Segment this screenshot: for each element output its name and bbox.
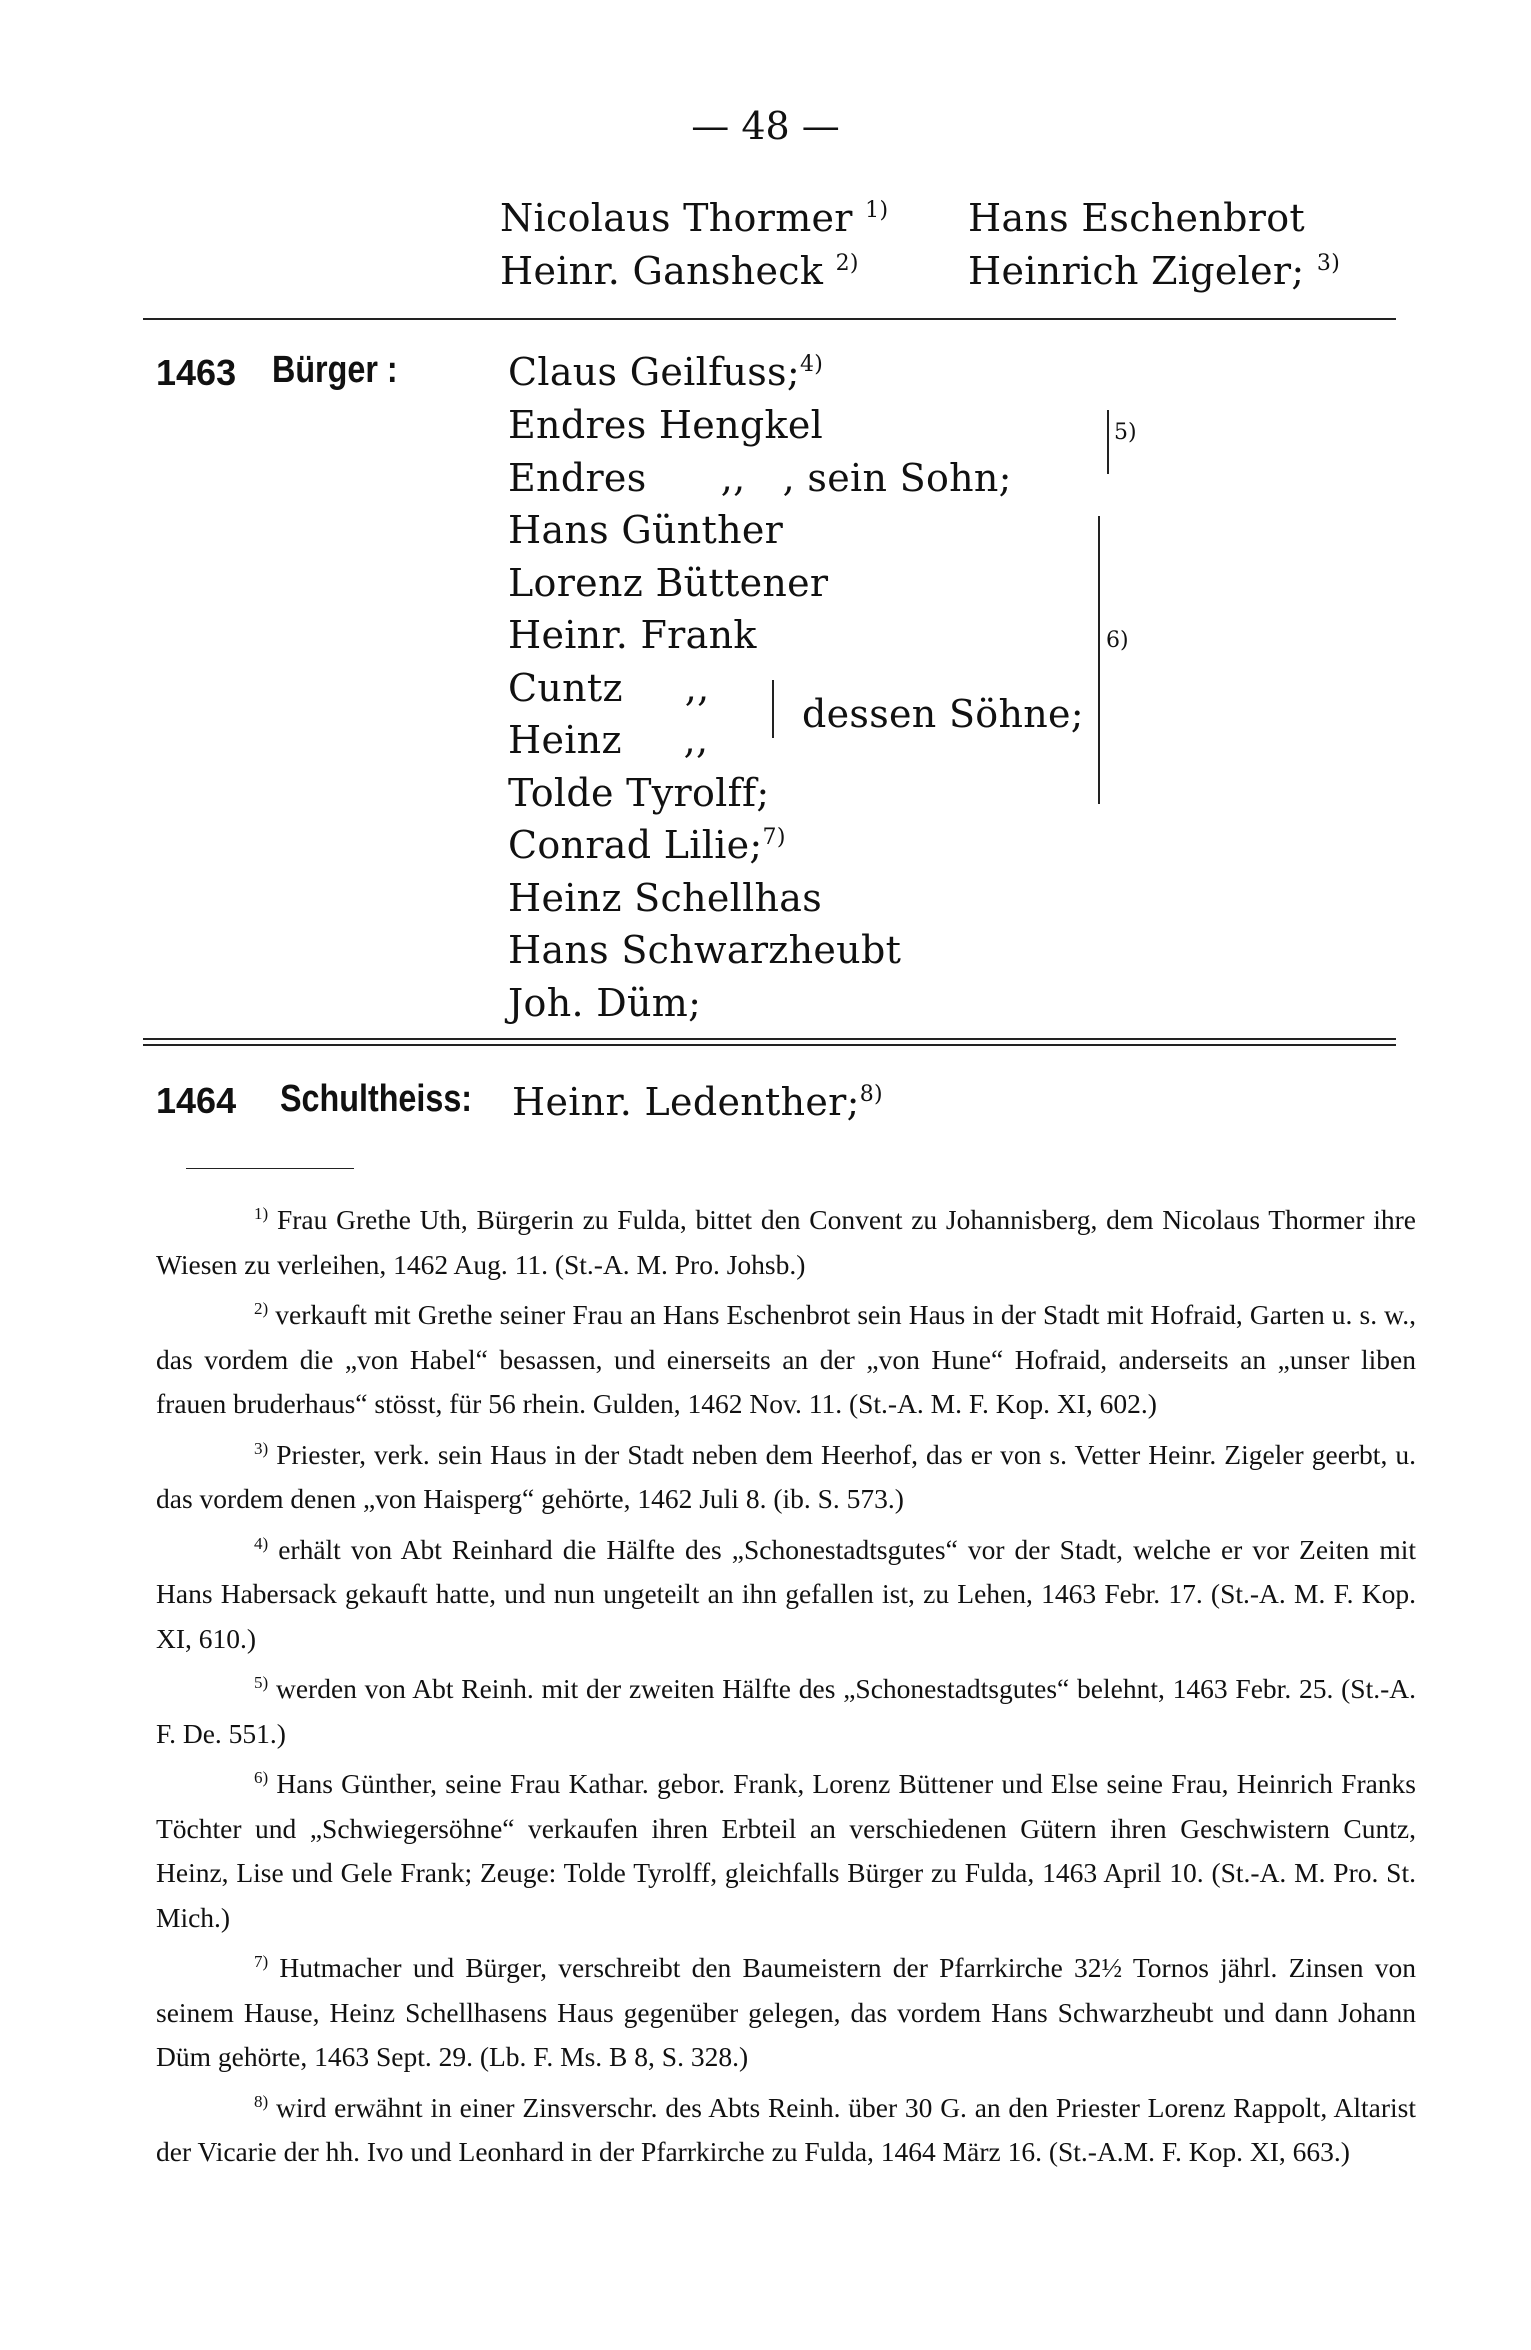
top-entry-right-1 [968, 196, 1305, 240]
name-line: Heinz Schellhas [508, 876, 823, 920]
footnote-4: $^{4)}$ erhält von Abt Reinhard die Hälfte des „Schonestadtsgutes“ vor der Stadt, welche er vor Zeiten mit Hans Habersack gekauft hatte, und nun ungeteilt an ihn gefallen ist, zu Lehen, 1463 Febr. 17. (St.-A. M. F. Kop. XI, 610.) [156, 1533, 1416, 1654]
name-line: Joh. Düm; [508, 981, 702, 1025]
footnote-7: $^{7)}$ Hutmacher und Bürger, verschreibt den Baumeistern der Pfarrkirche 32½ Tornos jährl. Zinsen von seinem Hause, Heinz Schellhasens Haus gegenüber gelegen, das vordem Hans Schwarzheubt und dann Johann Düm gehörte, 1463 Sept. 29. (Lb. F. Ms. B 8, S. 328.) [156, 1952, 1417, 2072]
brace-footnote-5 [1103, 410, 1109, 474]
name-line: Lorenz Büttener [508, 561, 829, 605]
footnote-ref: 7) [762, 825, 786, 850]
top-entry-left-1 [500, 196, 888, 240]
name-line: Hans Günther [508, 508, 784, 552]
label-schultheiss: Schultheiss: [280, 1078, 473, 1120]
brace-small [766, 680, 774, 738]
footnote-ref: 2) [835, 251, 859, 276]
footnote-ref: 4) [799, 352, 824, 377]
footnote-rule [186, 1168, 354, 1169]
entry-name: Heinrich Zigeler; [968, 249, 1305, 293]
schultheiss-name: Heinr. Ledenther;$^{8)}$ [512, 1080, 883, 1124]
year-1463: 1463 [156, 352, 237, 393]
section-divider [143, 1038, 1396, 1040]
label-buerger: Bürger : [272, 349, 398, 391]
name-line: Heinz ,, [508, 718, 709, 762]
year-1464: 1464 [156, 1080, 237, 1121]
footnote-8: $^{8)}$ wird erwähnt in einer Zinsverschr. des Abts Reinh. über 30 G. an den Priester Lorenz Rappolt, Altarist der Vicarie der hh. Ivo und Leonhard in der Pfarrkirche zu Fulda, 1464 März 16. (St.-A.M. F. Kop. XI, 663.) [156, 2091, 1417, 2167]
footnote-1: $^{1)}$ Frau Grethe Uth, Bürgerin zu Fulda, bittet den Convent zu Johannisberg, dem Nicolaus Thormer ihre Wiesen zu verleihen, 1462 Aug. 11. (St.-A. M. Pro. Johsb.) [156, 1204, 1417, 1280]
dessen-soehne-label: dessen Söhne; [802, 692, 1084, 736]
footnote-3: $^{3)}$ Priester, verk. sein Haus in der Stadt neben dem Heerhof, das er von s. Vetter Heinr. Zigeler geerbt, u. das vordem denen „von Haisperg“ gehörte, 1462 Juli 8. (ib. S. 573.) [156, 1438, 1416, 1514]
top-entry-left-2 [500, 249, 859, 293]
entry-name: Nicolaus Thormer [500, 196, 853, 240]
footnote-ref: 8) [859, 1082, 883, 1107]
section-divider [143, 1044, 1396, 1046]
name-line: Endres Hengkel [508, 403, 824, 447]
brace-footnote-6 [1090, 516, 1100, 804]
name-line: Endres ,, , sein Sohn; [508, 456, 1012, 500]
name-line: Hans Schwarzheubt [508, 928, 902, 972]
footnote-ref: 1) [865, 198, 889, 223]
name-line: Tolde Tyrolff; [508, 771, 770, 815]
section-divider [143, 318, 1396, 320]
name-line: Claus Geilfuss;$^{4)}$ [508, 350, 824, 394]
name-line: Conrad Lilie;$^{7)}$ [508, 823, 786, 867]
entry-name: Heinr. Gansheck [500, 249, 824, 293]
footnote-ref: 5) [1114, 420, 1137, 445]
name-line: Heinr. Frank [508, 613, 757, 657]
name-line: Cuntz ,, [508, 666, 710, 710]
footnote-ref: 6) [1106, 628, 1129, 653]
entry-name: Hans Eschenbrot [968, 196, 1305, 240]
footnote-2: $^{2)}$ verkauft mit Grethe seiner Frau an Hans Eschenbrot sein Haus in der Stadt mit Hofraid, Garten u. s. w., das vordem die „von Habel“ besassen, und einerseits an der „von Hune“ Hofraid, anderseits an „unser liben frauen bruderhaus“ stösst, für 56 rhein. Gulden, 1462 Nov. 11. (St.-A. M. F. Kop. XI, 602.) [156, 1299, 1417, 1419]
footnotes [156, 1192, 1416, 2175]
top-entry-right-2 [968, 249, 1340, 293]
footnote-ref: 3) [1316, 251, 1341, 276]
footnote-6: $^{6)}$ Hans Günther, seine Frau Kathar. gebor. Frank, Lorenz Büttener und Else seine Frau, Heinrich Franks Töchter und „Schwiegersöhne“ verkaufen ihren Erbteil an verschiedenen Gütern ihren Geschwistern Cuntz, Heinz, Lise und Gele Frank; Zeuge: Tolde Tyrolff, gleichfalls Bürger zu Fulda, 1463 April 10. (St.-A. M. Pro. St. Mich.) [156, 1768, 1417, 1933]
footnote-5: $^{5)}$ werden von Abt Reinh. mit der zweiten Hälfte des „Schonestadtsgutes“ belehnt, 1463 Febr. 25. (St.-A. F. De. 551.) [156, 1673, 1417, 1749]
page-number: — 48 — [691, 104, 840, 148]
